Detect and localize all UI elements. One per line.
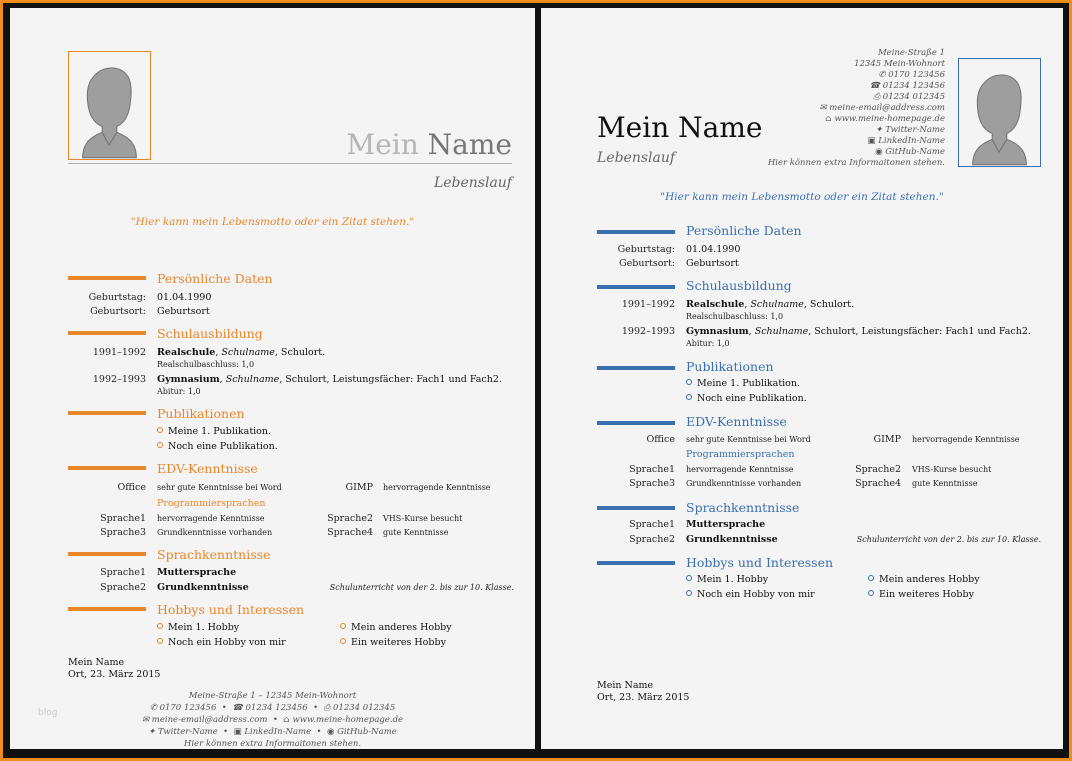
pub-item: Meine 1. Publikation.: [686, 378, 800, 390]
section-title-lang: Sprachkenntnisse: [157, 547, 271, 562]
edv-value: hervorragende Kenntnisse: [912, 435, 1020, 444]
section-title-edv: EDV-Kenntnisse: [686, 414, 787, 429]
lang-value: Muttersprache: [157, 567, 237, 578]
footer-contact: ✉ meine-email@address.com • ⌂ www.meine-homepage.de: [141, 715, 404, 725]
twitter-icon: ✦: [148, 727, 156, 737]
cv-subtitle: Lebenslauf: [433, 175, 512, 191]
edv-subheading: Programmiersprachen: [157, 498, 266, 509]
edv-label: Sprache3: [100, 527, 146, 538]
address-twitter: ✦ Twitter-Name: [875, 125, 945, 135]
lang-label: Sprache2: [100, 582, 146, 593]
pub-item: Noch eine Publikation.: [157, 441, 278, 453]
school-entry-2: Gymnasium, Schulname, Schulort, Leistungsfächer: Fach1 und Fach2.: [686, 326, 1031, 337]
school-years-2: 1992–1993: [621, 326, 675, 337]
address-github: ◉ GitHub-Name: [875, 147, 945, 157]
school-years-2: 1992–1993: [92, 374, 146, 385]
lang-label: Sprache1: [629, 519, 675, 530]
section-bar: [68, 552, 146, 556]
lang-label: Sprache1: [100, 567, 146, 578]
edv-label: Sprache4: [855, 478, 901, 489]
profile-photo: [958, 58, 1041, 167]
bullet-icon: [340, 638, 346, 644]
hobby-item: Ein weiteres Hobby: [340, 637, 446, 649]
address-linkedin: ▣ LinkedIn-Name: [867, 136, 945, 146]
hobby-item: Mein 1. Hobby: [686, 574, 768, 586]
address-city: 12345 Mein-Wohnort: [854, 59, 945, 69]
person-silhouette-icon: [69, 52, 150, 159]
school-note-1: Realschulbaschluss: 1,0: [686, 312, 784, 321]
edv-label: Sprache1: [100, 513, 146, 524]
bullet-icon: [157, 442, 163, 448]
footer-address: Meine-Straße 1 – 12345 Mein-Wohnort: [188, 691, 357, 701]
bullet-icon: [157, 623, 163, 629]
home-icon: ⌂: [825, 114, 832, 124]
address-extra: Hier können extra Informaitonen stehen.: [767, 158, 945, 168]
birthday-label: Geburtstag:: [88, 292, 146, 303]
section-title-school: Schulausbildung: [686, 278, 792, 293]
edv-value: Grundkenntnisse vorhanden: [157, 528, 273, 537]
cv-name: [347, 129, 512, 161]
watermark: blog: [38, 708, 58, 718]
section-title-edv: EDV-Kenntnisse: [157, 461, 258, 476]
section-bar: [68, 331, 146, 335]
section-title-pubs: Publikationen: [157, 406, 245, 421]
bullet-icon: [868, 590, 874, 596]
lang-value: Grundkenntnisse: [157, 582, 249, 593]
bullet-icon: [686, 575, 692, 581]
footer-extra: Hier können extra Informaitonen stehen.: [183, 739, 362, 749]
section-bar: [68, 276, 146, 280]
lang-label: Sprache2: [629, 534, 675, 545]
cv-subtitle: Lebenslauf: [597, 150, 676, 166]
motto: "Hier kann mein Lebensmotto oder ein Zitat stehen.": [130, 216, 415, 228]
mobile-icon: ✆: [149, 703, 157, 713]
hobby-item: Mein anderes Hobby: [868, 574, 980, 586]
edv-label: Sprache2: [327, 513, 373, 524]
lang-note: Schulunterricht von der 2. bis zur 10. Klasse.: [856, 535, 1041, 544]
email-icon: ✉: [141, 715, 150, 725]
school-entry-1: Realschule, Schulname, Schulort.: [157, 347, 326, 358]
school-entry-1: Realschule, Schulname, Schulort.: [686, 299, 855, 310]
lang-value: Muttersprache: [686, 519, 766, 530]
school-years-1: 1991–1992: [92, 347, 146, 358]
edv-value: VHS-Kurse besucht: [912, 465, 992, 474]
edv-label: GIMP: [873, 434, 901, 445]
fax-icon: ⎙: [873, 92, 881, 102]
school-note-2: Abitur: 1,0: [157, 387, 201, 396]
address-web: ⌂ www.meine-homepage.de: [825, 114, 945, 124]
edv-label: Office: [646, 434, 675, 445]
phone-icon: ☎: [869, 81, 881, 91]
bullet-icon: [157, 638, 163, 644]
address-street: Meine-Straße 1: [877, 48, 945, 58]
section-title-personal: Persönliche Daten: [686, 223, 802, 238]
bullet-icon: [868, 575, 874, 581]
address-email: ✉ meine-email@address.com: [819, 103, 945, 113]
birthday-value: 01.04.1990: [686, 244, 741, 255]
bullet-icon: [686, 394, 692, 400]
name-rule: [68, 163, 512, 164]
footer-phones: ✆ 0170 123456 • ☎ 01234 123456 • ⎙ 01234 012345: [149, 703, 396, 713]
hobby-item: Noch ein Hobby von mir: [157, 637, 286, 649]
birthplace-label: Geburtsort:: [619, 258, 675, 269]
twitter-icon: ✦: [875, 125, 883, 135]
section-title-personal: Persönliche Daten: [157, 271, 273, 286]
edv-label: Office: [117, 482, 146, 493]
footer-social: ✦ Twitter-Name • ▣ LinkedIn-Name • ◉ GitHub-Name: [148, 727, 397, 737]
motto: "Hier kann mein Lebensmotto oder ein Zitat stehen.": [660, 191, 944, 203]
school-note-2: Abitur: 1,0: [686, 339, 730, 348]
hobby-item: Mein 1. Hobby: [157, 622, 239, 634]
edv-value: Grundkenntnisse vorhanden: [686, 479, 802, 488]
home-icon: ⌂: [283, 715, 290, 725]
edv-value: sehr gute Kenntnisse bei Word: [686, 435, 811, 444]
school-note-1: Realschulbaschluss: 1,0: [157, 360, 255, 369]
section-bar: [597, 285, 675, 289]
github-icon: ◉: [326, 727, 335, 737]
name-first: Mein: [346, 128, 419, 161]
edv-label: GIMP: [345, 482, 373, 493]
bullet-icon: [686, 590, 692, 596]
pub-item: Noch eine Publikation.: [686, 393, 807, 405]
birthplace-value: Geburtsort: [157, 306, 210, 317]
bullet-icon: [157, 427, 163, 433]
cv-name: Mein Name: [597, 111, 763, 144]
edv-value: sehr gute Kenntnisse bei Word: [157, 483, 282, 492]
section-bar: [597, 421, 675, 425]
person-silhouette-icon: [959, 59, 1040, 166]
section-bar: [68, 411, 146, 415]
edv-value: VHS-Kurse besucht: [383, 514, 463, 523]
cv-page-blue: [541, 8, 1063, 749]
email-icon: ✉: [819, 103, 827, 113]
section-bar: [68, 607, 146, 611]
signature-name: Mein Name: [68, 657, 125, 668]
edv-label: Sprache2: [855, 464, 901, 475]
phone-icon: ☎: [232, 703, 243, 713]
address-fax: ⎙ 01234 012345: [873, 92, 945, 102]
hobby-item: Mein anderes Hobby: [340, 622, 452, 634]
name-last: Name: [427, 128, 512, 161]
edv-value: gute Kenntnisse: [912, 479, 978, 488]
lang-note: Schulunterricht von der 2. bis zur 10. Klasse.: [329, 583, 514, 592]
section-bar: [597, 230, 675, 234]
hobby-item: Noch ein Hobby von mir: [686, 589, 815, 601]
fax-icon: ⎙: [323, 703, 331, 713]
bullet-icon: [340, 623, 346, 629]
profile-photo: [68, 51, 151, 160]
signature-name: Mein Name: [597, 680, 654, 691]
mobile-icon: ✆: [878, 70, 886, 80]
birthday-value: 01.04.1990: [157, 292, 212, 303]
edv-label: Sprache4: [327, 527, 373, 538]
section-bar: [597, 561, 675, 565]
signature-place-date: Ort, 23. März 2015: [597, 692, 690, 703]
birthplace-label: Geburtsort:: [90, 306, 146, 317]
school-entry-2: Gymnasium, Schulname, Schulort, Leistungsfächer: Fach1 und Fach2.: [157, 374, 502, 385]
edv-value: gute Kenntnisse: [383, 528, 449, 537]
section-title-lang: Sprachkenntnisse: [686, 500, 800, 515]
section-title-hobbies: Hobbys und Interessen: [686, 555, 834, 570]
github-icon: ◉: [875, 147, 883, 157]
edv-value: hervorragende Kenntnisse: [157, 514, 265, 523]
section-bar: [597, 366, 675, 370]
edv-label: Sprache3: [629, 478, 675, 489]
signature-place-date: Ort, 23. März 2015: [68, 669, 161, 680]
lang-value: Grundkenntnisse: [686, 534, 778, 545]
bullet-icon: [686, 379, 692, 385]
edv-label: Sprache1: [629, 464, 675, 475]
section-bar: [68, 466, 146, 470]
birthday-label: Geburtstag:: [617, 244, 675, 255]
edv-value: hervorragende Kenntnisse: [686, 465, 794, 474]
school-years-1: 1991–1992: [621, 299, 675, 310]
section-title-hobbies: Hobbys und Interessen: [157, 602, 305, 617]
section-title-school: Schulausbildung: [157, 326, 263, 341]
edv-value: hervorragende Kenntnisse: [383, 483, 491, 492]
linkedin-icon: ▣: [867, 136, 876, 146]
linkedin-icon: ▣: [233, 727, 242, 737]
hobby-item: Ein weiteres Hobby: [868, 589, 974, 601]
birthplace-value: Geburtsort: [686, 258, 739, 269]
cv-page-orange: [10, 8, 535, 749]
pub-item: Meine 1. Publikation.: [157, 426, 271, 438]
section-title-pubs: Publikationen: [686, 359, 774, 374]
section-bar: [597, 506, 675, 510]
address-phone: ☎ 01234 123456: [869, 81, 945, 91]
address-mobile: ✆ 0170 123456: [878, 70, 945, 80]
edv-subheading: Programmiersprachen: [686, 449, 795, 460]
